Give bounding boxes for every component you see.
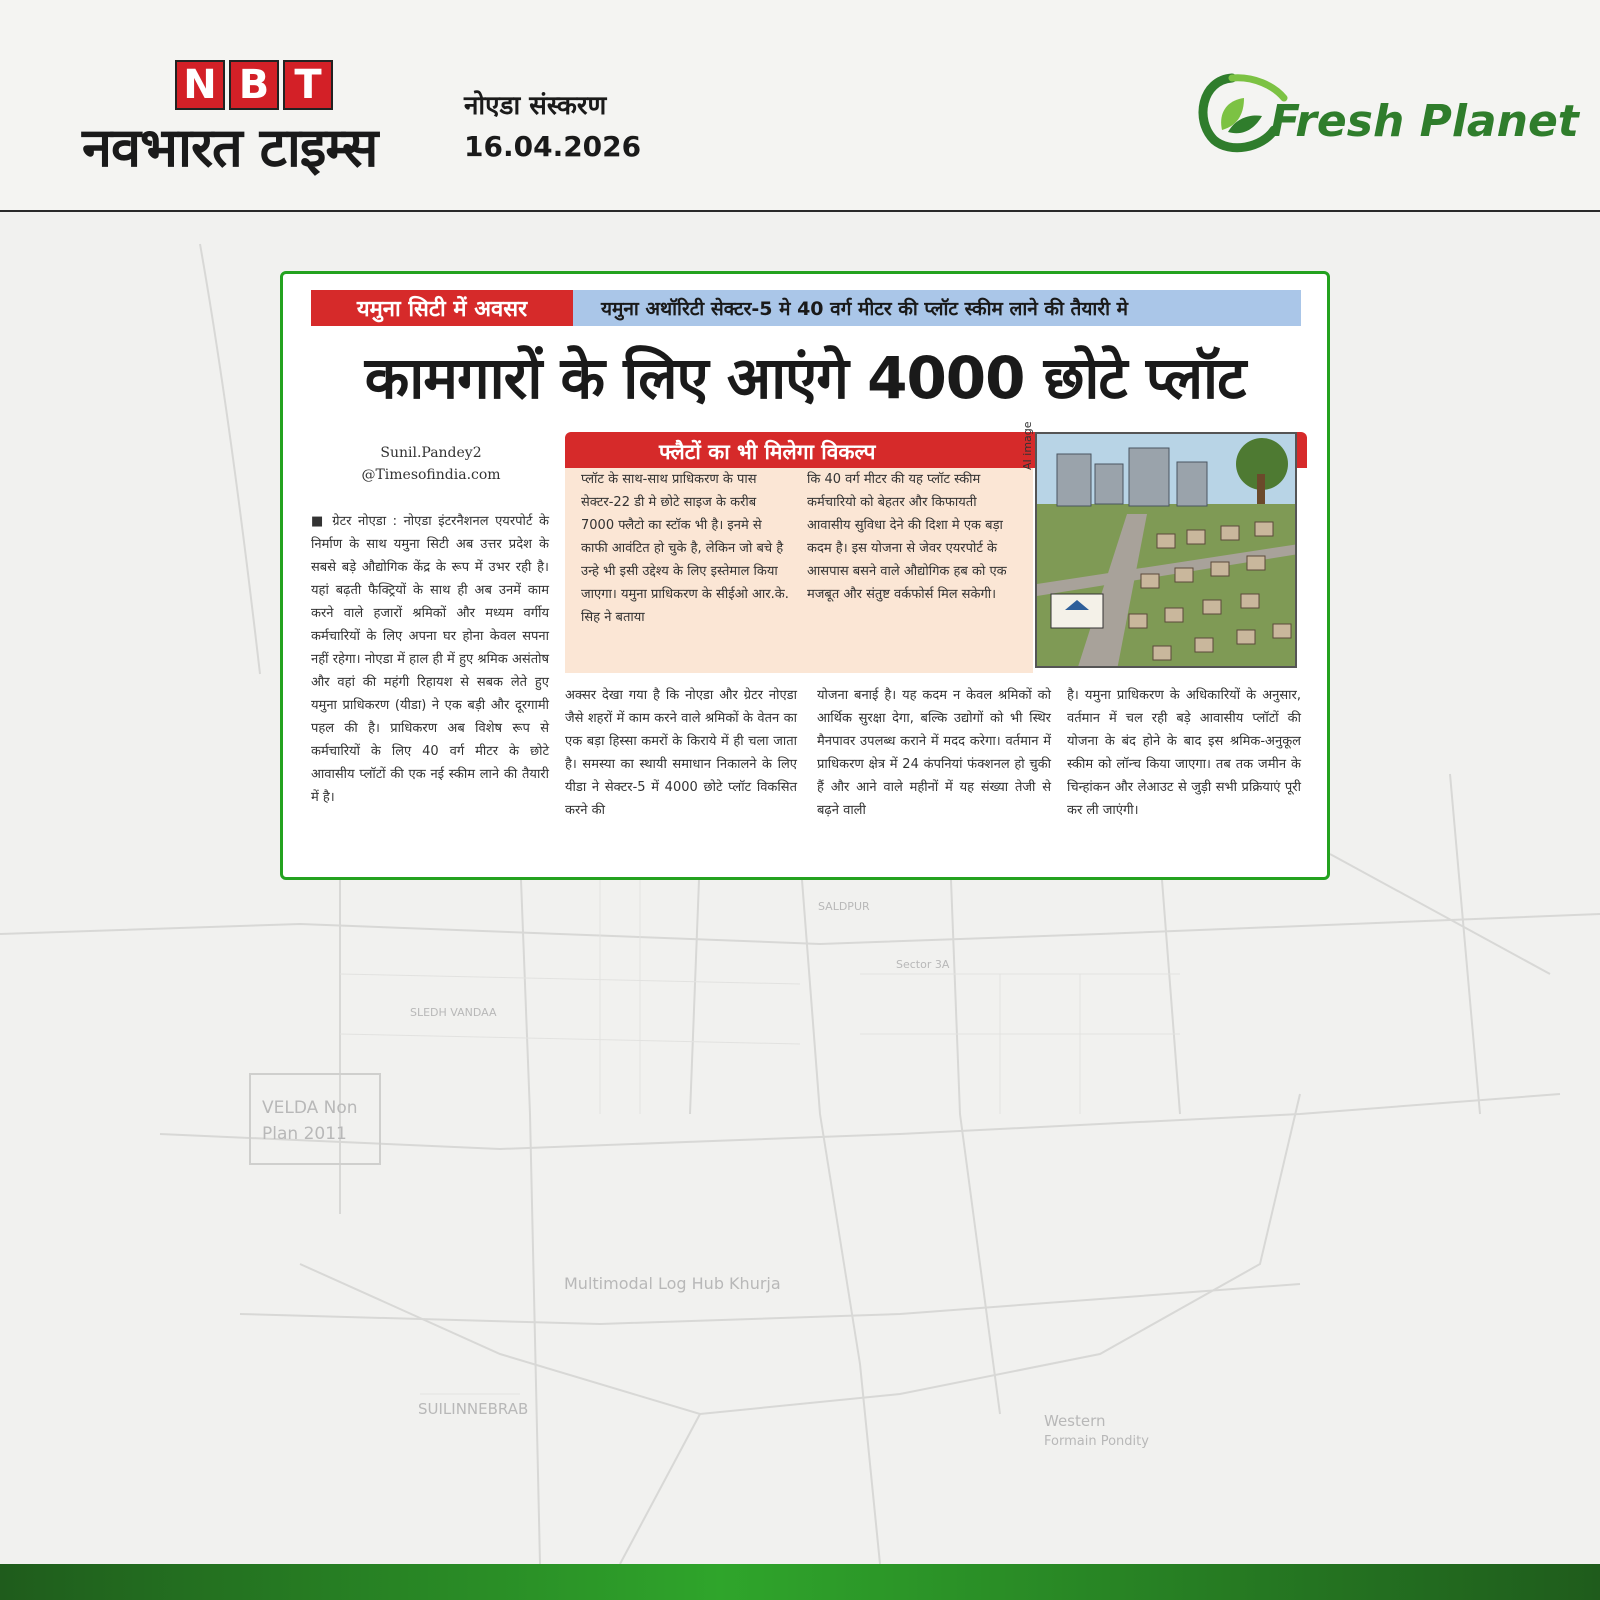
edition-date: 16.04.2026 — [464, 130, 642, 163]
nbt-letter-t: T — [283, 60, 333, 110]
kicker-strip — [311, 290, 1301, 326]
map-label: Formain Pondity — [1044, 1434, 1149, 1449]
sidebar-column-1: प्लॉट के साथ-साथ प्राधिकरण के पास सेक्टर-22 डी मे छोटे साइज के करीब 7000 फ्लैटो का स्टॉक भी है। इनमे से काफी आवंटित हो चुके है, लेकिन जो बचे है उन्हे भी इसी उद्देश्य के लिए इस्तेमाल किया जाएगा। यमुना प्राधिकरण के सीईओ आर.के. सिह ने बताया — [581, 472, 789, 625]
news-clipping — [280, 271, 1330, 880]
map-label: Multimodal Log Hub Khurja — [564, 1274, 781, 1293]
sidebar-column-2: कि 40 वर्ग मीटर की यह प्लॉट स्कीम कर्मचारियो को बेहतर और किफायती आवासीय सुविधा देने की दिशा मे एक बड़ा कदम है। इस योजना से जेवर एयरपोर्ट के आसपास बसने वाले औद्योगिक हब को एक मजबूत और संतुष्ट वर्कफोर्स मिल सकेगी। — [807, 472, 1007, 602]
nbt-logo — [175, 60, 333, 110]
page-header — [0, 0, 1600, 212]
map-label: Western — [1044, 1412, 1106, 1430]
byline-name: Sunil.Pandey2 — [380, 445, 482, 461]
newspaper-name: नवभारत टाइम्स — [82, 116, 378, 179]
article-illustration — [1035, 432, 1297, 668]
kicker-strap: यमुना अथॉरिटी सेक्टर-5 मे 40 वर्ग मीटर की प्लॉट स्कीम लाने की तैयारी मे — [573, 290, 1301, 326]
map-label: VELDA Non — [262, 1098, 358, 1118]
subhead-text: फ्लैटों का भी मिलेगा विकल्प — [659, 440, 876, 464]
edition-label: नोएडा संस्करण — [464, 91, 607, 121]
byline-handle: @Timesofindia.com — [361, 467, 501, 483]
nbt-letter-b: B — [229, 60, 279, 110]
map-label: Plan 2011 — [262, 1124, 347, 1144]
map-label: SALDPUR — [818, 900, 870, 913]
fresh-planet-logo-text: Fresh Planet — [1270, 96, 1579, 147]
body-column-4: है। यमुना प्राधिकरण के अधिकारियों के अनुसार, वर्तमान में चल रही बड़े आवासीय प्लॉटों की योजना के बंद होने के बाद इस श्रमिक-अनुकूल स्कीम को लॉन्च किया जाएगा। तब तक जमीन के चिन्हांकन और लेआउट से जुड़ी सभी प्रक्रियाएं पूरी कर ली जाएंगी। — [1067, 688, 1301, 818]
sidebar-box — [565, 468, 1033, 673]
article-headline: कामगारों के लिए आएंगे 4000 छोटे प्लॉट — [364, 344, 1246, 412]
body-column-1: ■ ग्रेटर नोएडा : नोएडा इंटरनैशनल एयरपोर्ट के निर्माण के साथ यमुना सिटी अब उत्तर प्रदेश के सबसे बड़े औद्योगिक केंद्र के रूप में उभर रही है। यहां बढ़ती फैक्ट्रियों के साथ ही अब उनमें काम करने वाले हजारों श्रमिकों और मध्यम वर्गीय कर्मचारियों के लिए अपना घर होना केवल सपना नहीं रहेगा। नोएडा में हाल ही में हुए श्रमिक असंतोष और वहां की महंगी रिहायश से सबक लेते हुए यमुना प्राधिकरण (यीडा) ने एक बड़ी और दूरगामी पहल की है। प्राधिकरण अब विशेष रूप से कर्मचारियों के लिए 40 वर्ग मीटर के छोटे आवासीय प्लॉटों की एक नई स्कीम लाने की तैयारी में है। — [311, 514, 549, 805]
ai-image-label: AI image — [1021, 421, 1034, 470]
map-label: SLEDH VANDAA — [410, 1006, 497, 1019]
footer-bar — [0, 1564, 1600, 1600]
body-column-2: अक्सर देखा गया है कि नोएडा और ग्रेटर नोएडा जैसे शहरों में काम करने वाले श्रमिकों के वेतन का एक बड़ा हिस्सा कमरों के किराये में ही चला जाता है। समस्या का स्थायी समाधान निकालने के लिए यीडा ने सेक्टर-5 में 4000 छोटे प्लॉट विकसित करने की — [565, 688, 797, 818]
map-label: Sector 3A — [896, 958, 950, 971]
kicker-label: यमुना सिटी में अवसर — [311, 290, 573, 326]
body-column-3: योजना बनाई है। यह कदम न केवल श्रमिकों को आर्थिक सुरक्षा देगा, बल्कि उद्योगों को भी स्थिर मैनपावर उपलब्ध कराने में मदद करेगा। वर्तमान में प्राधिकरण क्षेत्र में 24 कंपनियां फंक्शनल हो चुकी हैं और आने वाले महीनों में यह संख्या तेजी से बढ़ने वाली — [817, 688, 1051, 818]
map-label: SUILINNEBRAB — [418, 1400, 529, 1418]
nbt-letter-n: N — [175, 60, 225, 110]
byline — [311, 442, 551, 486]
